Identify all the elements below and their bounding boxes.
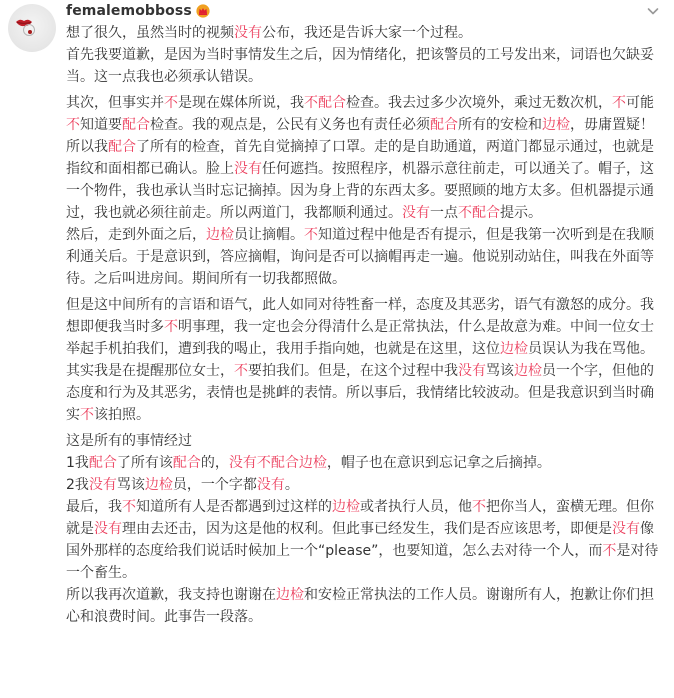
text-segment: 检查。我去过多少次境外，乘过无数次机， [346, 95, 612, 111]
highlighted-keyword: 没有不配合边检 [228, 455, 327, 471]
highlighted-keyword: 配合 [122, 117, 150, 133]
text-segment: 明事理，我一定也会分得清什么是正常执法，什么是故意为难。中间一位女士举起手机拍我们，遭到我的喝止，我用手指向她，也就是在这里，这位 [66, 319, 654, 357]
post-paragraph [66, 360, 662, 426]
highlighted-keyword: 边检 [514, 363, 542, 379]
text-segment: 最后，我 [66, 499, 122, 515]
text-segment: 2我 [66, 477, 89, 493]
text-segment: 的， [200, 455, 229, 471]
text-segment: 然后，走到外面之后， [66, 227, 206, 243]
post-paragraph [66, 452, 662, 474]
text-segment: 员，一个字都 [172, 477, 257, 493]
highlighted-keyword: 不 [304, 227, 318, 243]
text-segment: 是现在媒体所说，我 [178, 95, 304, 111]
text-segment: 和安检正常执法的工作人员。谢谢所有人，抱歉让你们担心和浪费时间。此事告一段落。 [66, 587, 654, 625]
text-segment: 其实我是在提醒那位女士， [66, 363, 234, 379]
post-paragraph [66, 22, 662, 44]
text-segment: ，帽子也在意识到忘记拿之后摘掉。 [326, 455, 551, 471]
text-segment: 公布，我还是告诉大家一个过程。 [262, 25, 472, 41]
highlighted-keyword: 边检 [542, 117, 570, 133]
text-segment: 其次，但事实并 [66, 95, 164, 111]
text-segment: 首先我要道歉，是因为当时事情发生之后，因为情绪化，把该警员的工号发出来，词语也欠缺妥当。这一点我也必须承认错误。 [66, 47, 654, 85]
crown-icon[interactable] [196, 4, 210, 18]
text-segment: 了所有的检查，首先自觉摘掉了口罩。走的是自助通道，两道门都显示通过，也就是指纹和面相都已确认。脸上 [66, 139, 654, 177]
text-segment: 员一个字，但他的态度和行为及其恶劣，表情也是挑衅的表情。所以事后，我情绪比较波动。但是我意识到当时确实 [66, 363, 654, 423]
highlighted-keyword: 不配合 [304, 95, 346, 111]
post-paragraph [66, 224, 662, 290]
highlighted-keyword: 不 [472, 499, 486, 515]
text-segment: 或者执行人员，他 [360, 499, 472, 515]
text-segment: 检查。我的观点是，公民有义务也有责任必须 [150, 117, 430, 133]
highlighted-keyword: 不 [122, 499, 136, 515]
text-segment: 员误认为我在骂他。 [528, 341, 654, 357]
text-segment: 员让摘帽。 [234, 227, 304, 243]
highlighted-keyword: 没有 [402, 205, 430, 221]
text-segment: 该拍照。 [94, 407, 150, 423]
post-paragraph [66, 584, 662, 628]
post-paragraph [66, 430, 662, 452]
highlighted-keyword: 没有 [612, 521, 640, 537]
avatar-dot [28, 30, 32, 34]
highlighted-keyword: 没有 [234, 161, 262, 177]
text-segment: 提示。 [500, 205, 542, 221]
text-segment: 了所有该 [116, 455, 173, 471]
post-paragraph [66, 136, 662, 224]
chevron-down-icon[interactable] [646, 4, 660, 18]
text-segment: 知道过程中他是否有提示，但是我第一次听到是在我顺利通关后。于是意识到，答应摘帽，询问是否可以摘帽再走一遍。他说别动站住，叫我在外面等待。之后叫进房间。期间所有一切我都照做。 [66, 227, 654, 287]
highlighted-keyword: 边检 [276, 587, 304, 603]
highlighted-keyword: 没有 [94, 521, 122, 537]
post-paragraph [66, 294, 662, 360]
text-segment: 像国外那样的态度给我们说话时候加上一个“please”，也要知道，怎么去对待一个人，而 [66, 521, 654, 559]
highlighted-keyword: 配合 [88, 455, 117, 471]
text-segment: ，毋庸置疑！ [570, 117, 654, 133]
highlighted-keyword: 不 [612, 95, 626, 111]
text-segment: 。 [284, 477, 299, 493]
highlighted-keyword: 没有 [458, 363, 486, 379]
highlighted-keyword: 边检 [500, 341, 528, 357]
highlighted-keyword: 不 [164, 95, 178, 111]
text-segment: 这是所有的事情经过 [66, 433, 192, 449]
text-segment: 骂该 [116, 477, 145, 493]
text-segment: 骂该 [486, 363, 514, 379]
post-paragraph [66, 496, 662, 584]
highlighted-keyword: 不 [164, 319, 178, 335]
post-header [66, 0, 210, 22]
post-paragraph [66, 474, 662, 496]
highlighted-keyword: 没有 [88, 477, 117, 493]
highlighted-keyword: 不 [80, 407, 94, 423]
text-segment: 可能 [626, 95, 654, 111]
text-segment: 一点 [430, 205, 458, 221]
text-segment: 所以我再次道歉，我支持也谢谢在 [66, 587, 276, 603]
highlighted-keyword: 没有 [234, 25, 262, 41]
text-segment: 把你当人，蛮横无理。但你就是 [66, 499, 654, 537]
text-segment: 知道所有人是否都遇到过这样的 [136, 499, 332, 515]
post-paragraph [66, 44, 662, 88]
text-segment: 1我 [66, 455, 89, 471]
highlighted-keyword: 配合 [108, 139, 136, 155]
username-link[interactable]: femalemobboss [66, 3, 192, 19]
highlighted-keyword: 配合 [172, 455, 201, 471]
text-segment: 任何遮挡。按照程序，机器示意往前走，可以通关了。帽子，这一个物件，我也承认当时忘记摘掉。因为身上背的东西太多。要照顾的地方太多。但机器提示通过，我也就必须往前走。所以两道门，我都顺利通过。 [66, 161, 654, 221]
text-segment: 知道要 [80, 117, 122, 133]
highlighted-keyword: 没有 [256, 477, 285, 493]
text-segment: 要拍我们。但是，在这个过程中我 [248, 363, 458, 379]
text-segment: 想了很久，虽然当时的视频 [66, 25, 234, 41]
highlighted-keyword: 配合 [430, 117, 458, 133]
highlighted-keyword: 边检 [206, 227, 234, 243]
highlighted-keyword: 边检 [144, 477, 173, 493]
text-segment: 但是这中间所有的言语和语气，此人如同对待牲畜一样，态度及其恶劣，语气有激怒的成分。我想即便我当时多 [66, 297, 654, 335]
text-segment: 所以我 [66, 139, 108, 155]
text-segment: 是对待一个畜生。 [66, 543, 659, 581]
text-segment: 理由去还击，因为这是他的权利。但此事已经发生，我们是否应该思考，即便是 [122, 521, 612, 537]
highlighted-keyword: 不 [234, 363, 248, 379]
highlighted-keyword: 不 [66, 117, 80, 133]
highlighted-keyword: 边检 [332, 499, 360, 515]
text-segment: 所有的安检和 [458, 117, 542, 133]
avatar[interactable] [8, 4, 56, 52]
highlighted-keyword: 不配合 [458, 205, 500, 221]
post-paragraph [66, 92, 662, 136]
highlighted-keyword: 不 [602, 543, 617, 559]
post-content [66, 22, 662, 628]
